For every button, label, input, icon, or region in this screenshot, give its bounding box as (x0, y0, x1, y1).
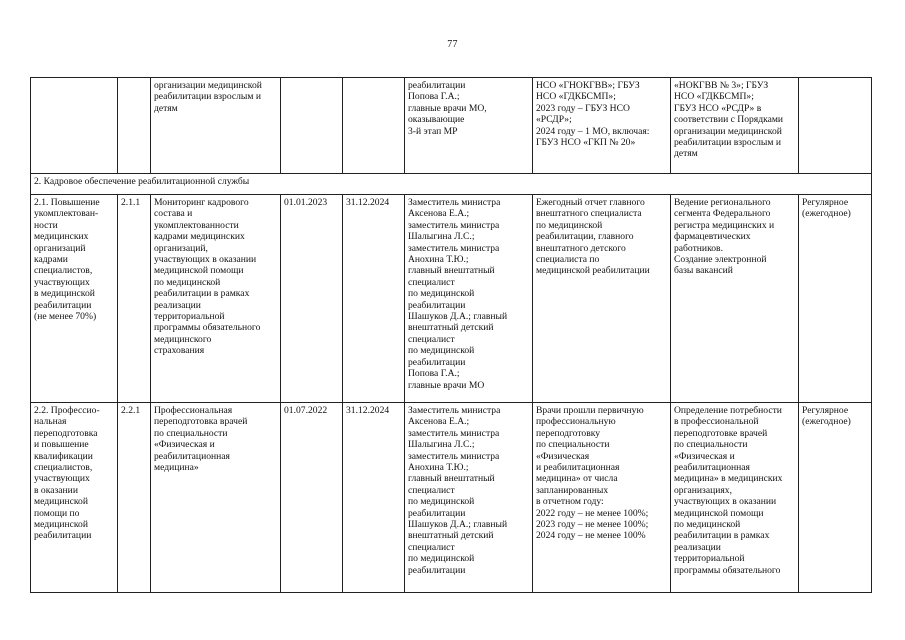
cell-end-date: 31.12.2024 (343, 195, 405, 403)
cell-description: «НОКГВВ № 3»; ГБУЗ НСО «ГДКБСМП»; ГБУЗ НСО «РСДР» в соответствии с Порядками организации медицинской реабилитации взрослым и детям (671, 78, 799, 174)
table-row (31, 195, 872, 403)
cell-task: 2.1. Повышение укомплектован- ности медицинских организаций кадрами специалистов, участвующих в медицинской реабилитации (не менее 70%) (31, 195, 118, 403)
cell-activity: организации медицинской реабилитации взрослым и детям (151, 78, 281, 174)
cell-end-date: 31.12.2024 (343, 403, 405, 593)
section-header: 2. Кадровое обеспечение реабилитационной службы (31, 174, 872, 195)
cell-description: Определение потребности в профессиональной переподготовке врачей по специальности «Физическая и реабилитационная медицина» в медицинских организациях, участвующих в оказании медицинской помощи по медицинской реабилитации в рамках реализации территориальной программы обязательного (671, 403, 799, 593)
cell-number: 2.1.1 (118, 195, 151, 403)
cell-activity: Мониторинг кадрового состава и укомплектованности кадрами медицинских организаций, участвующих в оказании медицинской помощи по медицинской реабилитации в рамках реализации территориальной программы обязательного медицинского страхования (151, 195, 281, 403)
table-row (31, 403, 872, 593)
cell-description: Ведение регионального сегмента Федерального регистра медицинских и фармацевтических работников. Создание электронной базы вакансий (671, 195, 799, 403)
cell-regularity (799, 78, 872, 174)
page-number: 77 (447, 39, 458, 50)
cell-activity: Профессиональная переподготовка врачей по специальности «Физическая и реабилитационная медицина» (151, 403, 281, 593)
cell-regularity: Регулярное (ежегодное) (799, 195, 872, 403)
cell-number: 2.2.1 (118, 403, 151, 593)
cell-responsible: Заместитель министра Аксенова Е.А.; заместитель министра Шалыгина Л.С.; заместитель министра Анохина Т.Ю.; главный внештатный специалист по медицинской реабилитации Шашуков Д.А.; главный внештатный детский специалист по медицинской реабилитации (405, 403, 533, 593)
cell-start-date: 01.01.2023 (281, 195, 343, 403)
cell-result: НСО «ГНОКГВВ»; ГБУЗ НСО «ГДКБСМП»; 2023 году – ГБУЗ НСО «РСДР»; 2024 году – 1 МО, включая: ГБУЗ НСО «ГКП № 20» (533, 78, 671, 174)
cell-task (31, 78, 118, 174)
table-section-row (31, 174, 872, 195)
cell-regularity: Регулярное (ежегодное) (799, 403, 872, 593)
cell-result: Врачи прошли первичную профессиональную переподготовку по специальности «Физическая и реабилитационная медицина» от числа запланированных в отчетном году: 2022 году – не менее 100%; 2023 году – не менее 100%; 2024 году – не менее 100% (533, 403, 671, 593)
cell-end-date (343, 78, 405, 174)
cell-responsible: Заместитель министра Аксенова Е.А.; заместитель министра Шалыгина Л.С.; заместитель министра Анохина Т.Ю.; главный внештатный специалист по медицинской реабилитации Шашуков Д.А.; главный внештатный детский специалист по медицинской реабилитации Попова Г.А.; главные врачи МО (405, 195, 533, 403)
cell-responsible: реабилитации Попова Г.А.; главные врачи МО, оказывающие 3-й этап МР (405, 78, 533, 174)
table-row-continuation (31, 78, 872, 174)
cell-task: 2.2. Профессио- нальная переподготовка и повышение квалификации специалистов, участвующих в оказании медицинской помощи по медицинской реабилитации (31, 403, 118, 593)
cell-start-date: 01.07.2022 (281, 403, 343, 593)
cell-start-date (281, 78, 343, 174)
cell-result: Ежегодный отчет главного внештатного специалиста по медицинской реабилитации, главного внештатного детского специалиста по медицинской реабилитации (533, 195, 671, 403)
plan-table (30, 77, 872, 593)
cell-number (118, 78, 151, 174)
